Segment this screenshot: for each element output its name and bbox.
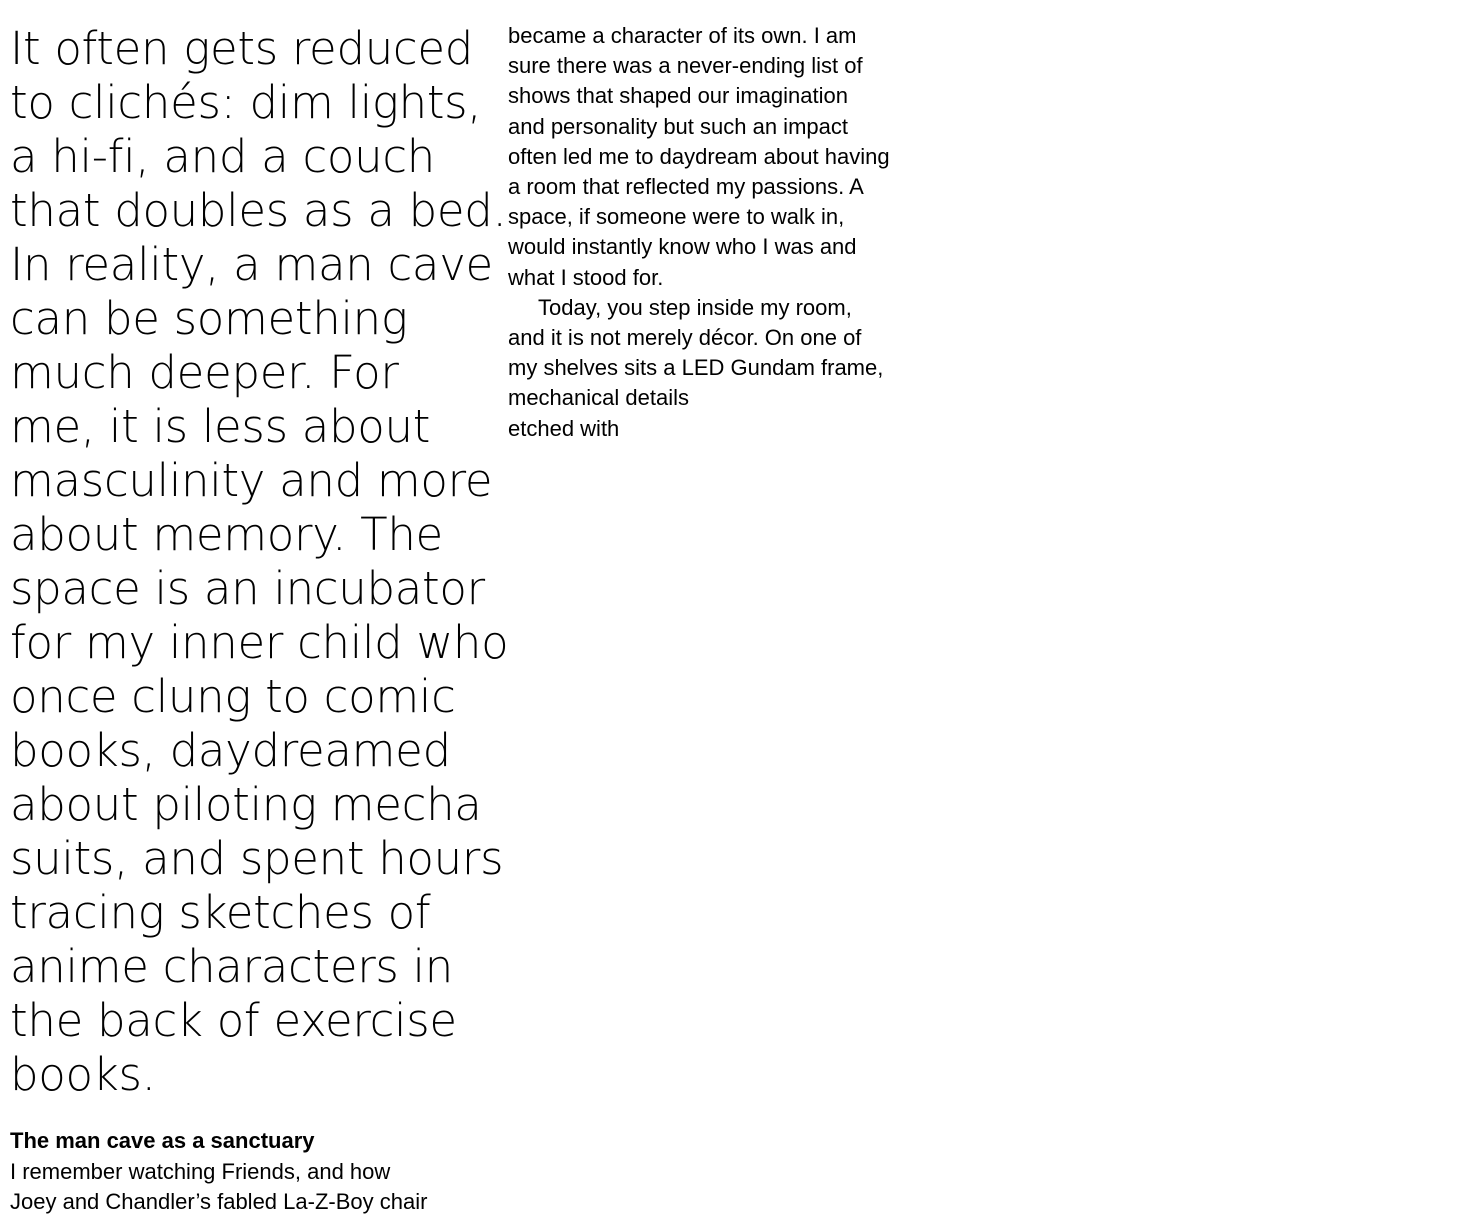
pull-quote-line: about piloting mecha (10, 778, 482, 831)
pull-quote-line: about memory. The (10, 508, 443, 561)
body-text-line: what I stood for. (508, 264, 664, 290)
pull-quote-line: much deeper. For (10, 346, 399, 399)
pull-quote-line: a hi-fi, and a couch (10, 130, 435, 183)
body-text-line: space, if someone were to walk in, (508, 204, 845, 230)
body-text-line: a room that reflected my passions. A (508, 174, 864, 200)
pull-quote-line: It often gets reduced (10, 22, 474, 75)
pull-quote-line: to clichés: dim lights, (10, 76, 482, 129)
pull-quote-line: books, daydreamed (10, 724, 451, 777)
body-text-line: mechanical details (508, 385, 689, 411)
right-column (508, 21, 948, 444)
body-text-line: sure there was a never-ending list of (508, 53, 863, 79)
pull-quote-line: space is an incubator (10, 562, 485, 615)
section-heading: The man cave as a sanctuary (10, 1128, 315, 1153)
left-column (10, 22, 509, 1102)
body-text-line: I remember watching Friends, and how (10, 1158, 391, 1184)
pull-quote-line: In reality, a man cave (10, 238, 493, 291)
body-text-line: etched with (508, 415, 620, 441)
body-text-line: my shelves sits a LED Gundam frame, (508, 355, 884, 381)
section-sanctuary (10, 1126, 490, 1218)
body-text-line: and it is not merely décor. On one of (508, 325, 862, 351)
body-text-line: shows that shaped our imagination (508, 83, 848, 109)
pull-quote-line: the back of exercise (10, 994, 457, 1047)
pull-quote-line: suits, and spent hours (10, 832, 504, 885)
body-text-line: and personality but such an impact (508, 113, 848, 139)
body-text-line: Joey and Chandler’s fabled La-Z-Boy chair (10, 1189, 428, 1214)
pull-quote-line: me, it is less about (10, 400, 431, 453)
pull-quote-line: for my inner child who (10, 616, 509, 669)
body-text-line: became a character of its own. I am (508, 23, 857, 48)
pull-quote-line: tracing sketches of (10, 886, 431, 939)
pull-quote-line: masculinity and more (10, 454, 493, 507)
pull-quote-line: books. (10, 1048, 156, 1101)
pull-quote-line: that doubles as a bed. (10, 184, 507, 237)
paragraph-first-line: Today, you step inside my room, (538, 294, 852, 320)
pull-quote-line: can be something (10, 292, 408, 345)
pull-quote (10, 22, 509, 1102)
pull-quote-line: once clung to comic (10, 670, 456, 723)
body-text-line: often led me to daydream about having (508, 143, 890, 169)
pull-quote-line: anime characters in (10, 940, 453, 993)
body-text-line: would instantly know who I was and (508, 234, 857, 260)
